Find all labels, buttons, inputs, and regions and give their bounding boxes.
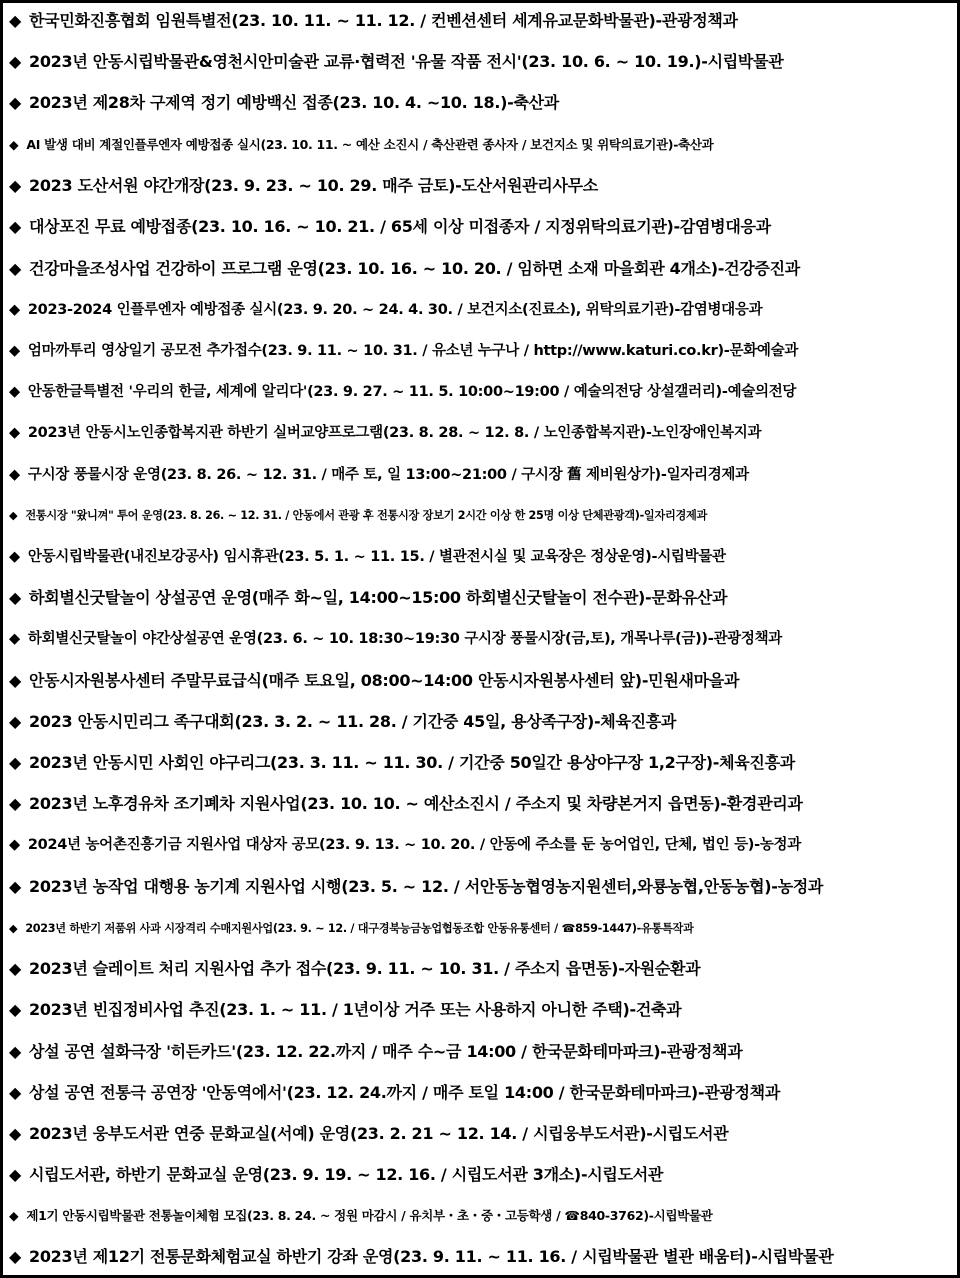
notice-item[interactable] (9, 50, 955, 74)
notice-text: 2023년 농작업 대행용 농기계 지원사업 시행(23. 5. ~ 12. / 서안동농협영농지원센터,와룡농협,안동농협)-농정과 (29, 877, 824, 896)
diamond-bullet-icon: ◆ (9, 509, 18, 522)
notice-text: 하회별신굿탈놀이 야간상설공연 운영(23. 6. ~ 10. 18:30~19:30 구시장 풍물시장(금,토), 개목나루(금))-관광정책과 (27, 631, 783, 647)
notice-text: 2023년 안동시노인종합복지관 하반기 실버교양프로그램(23. 8. 28. ~ 12. 8. / 노인종합복지관)-노인장애인복지과 (27, 425, 762, 441)
notice-item[interactable] (9, 215, 955, 239)
diamond-bullet-icon: ◆ (9, 1042, 22, 1061)
notice-text: 2023년 노후경유차 조기폐차 지원사업(23. 10. 10. ~ 예산소진시 / 주소지 및 차량본거지 읍면동)-환경관리과 (29, 794, 803, 813)
notice-text: 2024년 농어촌진흥기금 지원사업 대상자 공모(23. 9. 13. ~ 10. 20. / 안동에 주소를 둔 농어업인, 단체, 법인 등)-농정과 (27, 837, 801, 853)
diamond-bullet-icon: ◆ (9, 11, 22, 30)
notice-item[interactable] (9, 751, 955, 775)
notice-text: 건강마을조성사업 건강하이 프로그램 운영(23. 10. 16. ~ 10. 20. / 임하면 소재 마을회관 4개소)-건강증진과 (29, 259, 800, 278)
diamond-bullet-icon: ◆ (9, 1083, 22, 1102)
notice-item[interactable] (9, 918, 955, 940)
diamond-bullet-icon: ◆ (9, 549, 20, 565)
diamond-bullet-icon: ◆ (9, 631, 20, 647)
notice-text: 2023년 제28차 구제역 정기 예방백신 접종(23. 10. 4. ~10. 18.)-축산과 (29, 93, 559, 112)
notice-text: 구시장 풍물시장 운영(23. 8. 26. ~ 12. 31. / 매주 토, 일 13:00~21:00 / 구시장 舊 제비원상가)-일자리경제과 (27, 467, 749, 483)
notice-item[interactable] (9, 833, 955, 857)
diamond-bullet-icon: ◆ (9, 922, 18, 935)
notice-item[interactable] (9, 545, 955, 569)
notice-text: 2023년 빈집정비사업 추진(23. 1. ~ 11. / 1년이상 거주 또는 사용하지 아니한 주택)-건축과 (29, 1000, 682, 1019)
notice-text: 2023년 하반기 저품위 사과 시장격리 수매지원사업(23. 9. ~ 12. / 대구경북능금농업협동조합 안동유통센터 / ☎859-1447)-유통특작과 (25, 922, 694, 935)
diamond-bullet-icon: ◆ (9, 794, 22, 813)
notice-text: 2023-2024 인플루엔자 예방접종 실시(23. 9. 20. ~ 24. 4. 30. / 보건지소(진료소), 위탁의료기관)-감염병대응과 (27, 302, 763, 318)
diamond-bullet-icon: ◆ (9, 959, 22, 978)
diamond-bullet-icon: ◆ (9, 877, 22, 896)
diamond-bullet-icon: ◆ (9, 1165, 22, 1184)
notice-item[interactable] (9, 669, 955, 693)
notice-item[interactable] (9, 1205, 955, 1227)
notice-text: 시립도서관, 하반기 문화교실 운영(23. 9. 19. ~ 12. 16. / 시립도서관 3개소)-시립도서관 (29, 1165, 664, 1184)
notice-item[interactable] (9, 421, 955, 445)
diamond-bullet-icon: ◆ (9, 176, 22, 195)
diamond-bullet-icon: ◆ (9, 467, 20, 483)
notice-item[interactable] (9, 998, 955, 1022)
notice-text: 상설 공연 설화극장 '히든카드'(23. 12. 22.까지 / 매주 수~금 14:00 / 한국문화테마파크)-관광정책과 (29, 1042, 743, 1061)
diamond-bullet-icon: ◆ (9, 259, 22, 278)
diamond-bullet-icon: ◆ (9, 93, 22, 112)
notice-item[interactable] (9, 463, 955, 487)
diamond-bullet-icon: ◆ (9, 1208, 19, 1223)
notice-item[interactable] (9, 957, 955, 981)
notice-text: 상설 공연 전통극 공연장 '안동역에서'(23. 12. 24.까지 / 매주 토일 14:00 / 한국문화테마파크)-관광정책과 (29, 1083, 780, 1102)
notice-item[interactable] (9, 875, 955, 899)
notice-item[interactable] (9, 505, 955, 527)
notice-item[interactable] (9, 174, 955, 198)
notice-text: 2023년 웅부도서관 연중 문화교실(서예) 운영(23. 2. 21 ~ 12. 14. / 시립웅부도서관)-시립도서관 (29, 1124, 729, 1143)
diamond-bullet-icon: ◆ (9, 837, 20, 853)
notice-item[interactable] (9, 1122, 955, 1146)
notice-text: 한국민화진흥협회 임원특별전(23. 10. 11. ~ 11. 12. / 컨벤션센터 세계유교문화박물관)-관광정책과 (29, 11, 738, 30)
notice-text: 하회별신굿탈놀이 상설공연 운영(매주 화~일, 14:00~15:00 하회별신굿탈놀이 전수관)-문화유산과 (29, 588, 728, 607)
notice-text: 엄마까투리 영상일기 공모전 추가접수(23. 9. 11. ~ 10. 31. / 유소년 누구나 / http://www.katuri.co.kr)-문화예술과 (27, 343, 799, 359)
notice-text: 2023년 제12기 전통문화체험교실 하반기 강좌 운영(23. 9. 11. ~ 11. 16. / 시립박물관 별관 배움터)-시립박물관 (29, 1247, 834, 1266)
notice-text: AI 발생 대비 계절인플루엔자 예방접종 실시(23. 10. 11. ~ 예산 소진시 / 축산관련 종사자 / 보건지소 및 위탁의료기관)-축산과 (26, 137, 714, 152)
notice-item[interactable] (9, 710, 955, 734)
diamond-bullet-icon: ◆ (9, 384, 20, 400)
notice-item[interactable] (9, 9, 955, 33)
diamond-bullet-icon: ◆ (9, 712, 22, 731)
notice-item[interactable] (9, 91, 955, 115)
notice-text: 안동한글특별전 '우리의 한글, 세계에 알리다'(23. 9. 27. ~ 11. 5. 10:00~19:00 / 예술의전당 상설갤러리)-예술의전당 (27, 384, 797, 400)
notice-item[interactable] (9, 627, 955, 651)
notice-item[interactable] (9, 1081, 955, 1105)
notice-text: 전통시장 "왔니껴" 투어 운영(23. 8. 26. ~ 12. 31. / 안동에서 관광 후 전통시장 장보기 2시간 이상 한 25명 이상 단체관광객)-일자리경제과 (25, 509, 707, 522)
notice-text: 2023년 안동시민 사회인 야구리그(23. 3. 11. ~ 11. 30. / 기간중 50일간 용상야구장 1,2구장)-체육진흥과 (29, 753, 795, 772)
notice-text: 2023 도산서원 야간개장(23. 9. 23. ~ 10. 29. 매주 금토)-도산서원관리사무소 (29, 176, 598, 195)
notice-item[interactable] (9, 134, 955, 156)
notice-text: 안동시자원봉사센터 주말무료급식(매주 토요일, 08:00~14:00 안동시자원봉사센터 앞)-민원새마을과 (29, 671, 740, 690)
diamond-bullet-icon: ◆ (9, 1000, 22, 1019)
diamond-bullet-icon: ◆ (9, 588, 22, 607)
diamond-bullet-icon: ◆ (9, 671, 22, 690)
notice-text: 2023년 슬레이트 처리 지원사업 추가 접수(23. 9. 11. ~ 10. 31. / 주소지 읍면동)-자원순환과 (29, 959, 701, 978)
notice-item[interactable] (9, 339, 955, 363)
notice-item[interactable] (9, 1163, 955, 1187)
notice-item[interactable] (9, 298, 955, 322)
notice-item[interactable] (9, 586, 955, 610)
notice-item[interactable] (9, 257, 955, 281)
diamond-bullet-icon: ◆ (9, 343, 20, 359)
diamond-bullet-icon: ◆ (9, 52, 22, 71)
notice-text: 2023년 안동시립박물관&영천시안미술관 교류·협력전 '유물 작품 전시'(23. 10. 6. ~ 10. 19.)-시립박물관 (29, 52, 784, 71)
diamond-bullet-icon: ◆ (9, 753, 22, 772)
diamond-bullet-icon: ◆ (9, 1247, 22, 1266)
notice-item[interactable] (9, 1245, 955, 1269)
diamond-bullet-icon: ◆ (9, 217, 22, 236)
diamond-bullet-icon: ◆ (9, 425, 20, 441)
notice-text: 안동시립박물관(내진보강공사) 임시휴관(23. 5. 1. ~ 11. 15. / 별관전시실 및 교육장은 정상운영)-시립박물관 (27, 549, 726, 565)
notice-text: 2023 안동시민리그 족구대회(23. 3. 2. ~ 11. 28. / 기간중 45일, 용상족구장)-체육진흥과 (29, 712, 677, 731)
notice-item[interactable] (9, 380, 955, 404)
diamond-bullet-icon: ◆ (9, 137, 19, 152)
notice-text: 제1기 안동시립박물관 전통놀이체험 모집(23. 8. 24. ~ 정원 마감시 / 유치부・초・중・고등학생 / ☎840-3762)-시립박물관 (26, 1208, 713, 1223)
diamond-bullet-icon: ◆ (9, 302, 20, 318)
diamond-bullet-icon: ◆ (9, 1124, 22, 1143)
notice-text: 대상포진 무료 예방접종(23. 10. 16. ~ 10. 21. / 65세 이상 미접종자 / 지정위탁의료기관)-감염병대응과 (29, 217, 771, 236)
notice-item[interactable] (9, 1040, 955, 1064)
notice-item[interactable] (9, 792, 955, 816)
